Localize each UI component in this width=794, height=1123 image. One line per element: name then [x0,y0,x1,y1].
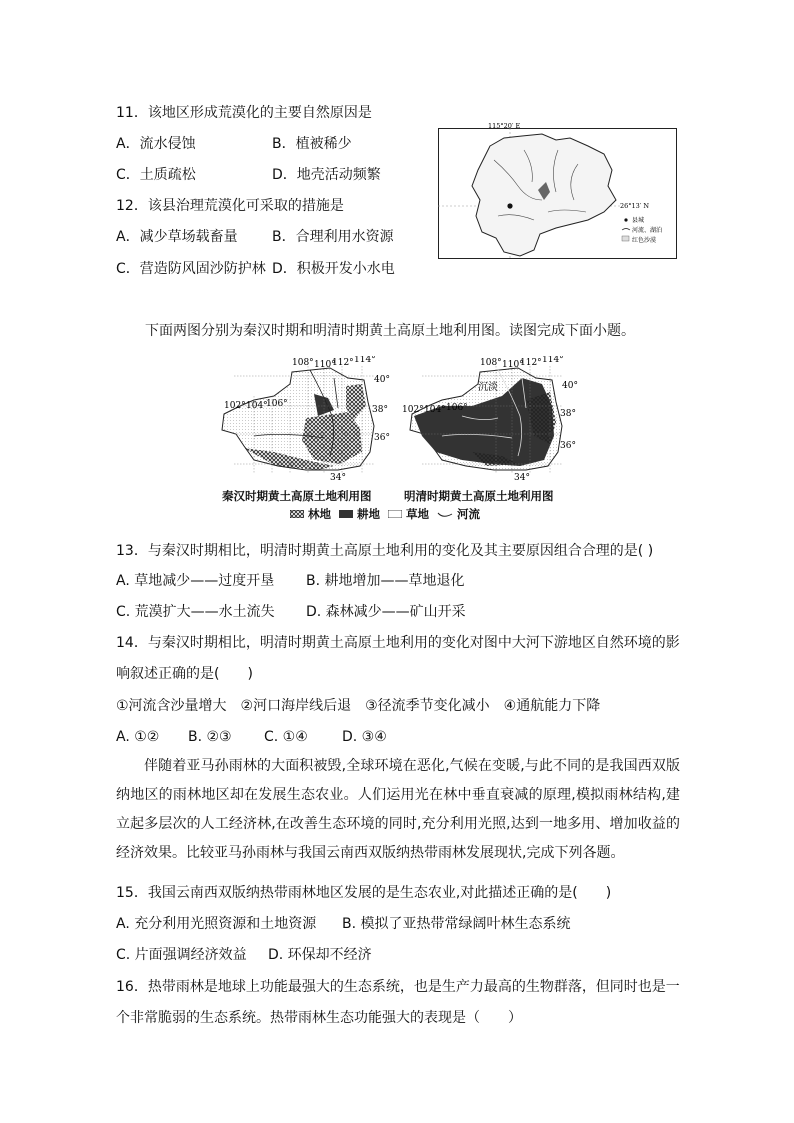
q14-items: ①河流含沙量增大 ②河口海岸线后退 ③径流季节变化减小 ④通航能力下降 [116,698,601,714]
right-lat-38: 38° [560,409,576,419]
q12-option-d: D．积极开发小水电 [272,261,395,277]
legend-forest: 林地 [308,507,331,521]
left-map-caption: 秦汉时期黄土高原土地利用图 [222,489,372,503]
right-lon-108: 108° [480,358,502,368]
q13-option-d: D. 森林减少——矿山开采 [306,604,466,620]
q11-option-c: C．土质疏松 [116,167,196,183]
right-map-caption: 明清时期黄土高原土地利用图 [404,489,554,503]
q14-option-c: C. ①④ [264,729,308,745]
right-lat-40: 40° [562,381,578,391]
legend-river: 河流 [457,507,480,521]
left-lon-106: 106° [266,399,288,409]
left-lat-36: 36° [374,433,390,443]
q14-option-d: D. ③④ [342,729,387,745]
q12-stem: 12．该县治理荒漠化可采取的措施是 [116,198,344,214]
left-lon-114: 114° [354,356,376,365]
q14-stem-line2: 响叙述正确的是( ) [116,666,253,682]
forest-legend-icon [290,510,304,518]
right-place-label: 沉淡 [478,382,498,393]
map1-legend-desert: 红色沙漠 [632,237,657,244]
q16-stem-line1: 16．热带雨林是地球上功能最强大的生态系统，也是生产力最高的生物群落，但同时也是一 [116,979,680,995]
q11-option-a: A．流水侵蚀 [116,136,196,152]
map1-legend-county: 县城 [632,217,645,224]
q15-option-d: D. 环保却不经济 [268,947,372,963]
river-legend-icon [437,510,453,518]
right-lon-104: 104° [424,405,446,415]
q15-stem: 15．我国云南西双版纳热带雨林地区发展的是生态农业,对此描述正确的是( ) [116,885,612,901]
legend-cropland: 耕地 [357,507,380,521]
right-lon-110: 110° [502,360,524,370]
right-lat-34: 34° [514,473,530,483]
intro-q13-14: 下面两图分别为秦汉时期和明清时期黄土高原土地利用图。读图完成下面小题。 [145,323,635,339]
q12-option-a: A．减少草场载畜量 [116,229,238,245]
right-lon-112: 112° [520,358,542,368]
q12-option-b: B．合理利用水资源 [272,229,394,245]
left-lon-104: 104° [246,401,268,411]
right-lon-114: 114° [542,356,564,365]
county-seat-icon [507,203,512,208]
left-lon-112: 112° [332,358,354,368]
county-desertification-map [438,120,678,260]
ming-qing-map [402,356,578,483]
q15-option-b: B. 模拟了亚热带常绿阔叶林生态系统 [342,916,571,932]
q14-option-a: A. ①② [116,729,160,745]
right-lat-36: 36° [560,441,576,451]
right-lon-102: 102° [402,405,424,415]
q15-option-a: A. 充分利用光照资源和土地资源 [116,916,317,932]
q11-stem: 11．该地区形成荒漠化的主要自然原因是 [116,105,372,121]
q14-option-b: B. ②③ [188,729,232,745]
right-lon-106: 106° [446,403,468,413]
cropland-legend-icon [339,510,353,518]
q16-stem-line2: 个非常脆弱的生态系统。热带雨林生态功能强大的表现是（ ） [116,1010,522,1026]
q13-stem: 13．与秦汉时期相比，明清时期黄土高原土地利用的变化及其主要原因组合合理的是( ) [116,543,654,559]
left-lon-110: 110° [314,360,336,370]
left-lat-40: 40° [374,375,390,385]
map2-legend [290,506,480,522]
q11-option-b: B．植被稀少 [272,136,352,152]
map1-lon-label: 115°20′ E [488,122,521,130]
left-lat-38: 38° [372,405,388,415]
q13-option-c: C. 荒漠扩大——水土流失 [116,604,275,620]
qin-han-map [222,356,390,483]
q12-option-c: C．营造防风固沙防护林 [116,261,266,277]
loess-plateau-maps [214,356,594,484]
q11-option-d: D．地壳活动频繁 [272,167,381,183]
left-lat-34: 34° [330,473,346,483]
q13-option-b: B. 耕地增加——草地退化 [306,573,465,589]
left-lon-108: 108° [292,358,314,368]
q15-option-c: C. 片面强调经济效益 [116,947,247,963]
grassland-legend-icon [388,510,402,518]
q13-option-a: A. 草地减少——过度开垦 [116,573,275,589]
rainforest-passage: 伴随着亚马孙雨林的大面积被毁,全球环境在恶化,气候在变暖,与此不同的是我国西双版纳地区的雨林地区却在发展生态农业。人们运用光在林中垂直衰减的原理,模拟雨林结构,建立起多层次的人工经济林,在改善生态环境的同时,充分利用光照,达到一地多用、增加收益的经济效果。比较亚马孙雨林与我国云南西双版纳热带雨林发展现状,完成下列各题。 [116,758,680,861]
legend-grassland: 草地 [406,507,429,521]
left-lon-102: 102° [224,401,246,411]
q14-stem-line1: 14．与秦汉时期相比，明清时期黄土高原土地利用的变化对图中大河下游地区自然环境的影 [116,635,680,651]
map1-legend-river: 河流、湖泊 [632,227,663,234]
map1-lat-label: 26°13′ N [620,202,650,210]
